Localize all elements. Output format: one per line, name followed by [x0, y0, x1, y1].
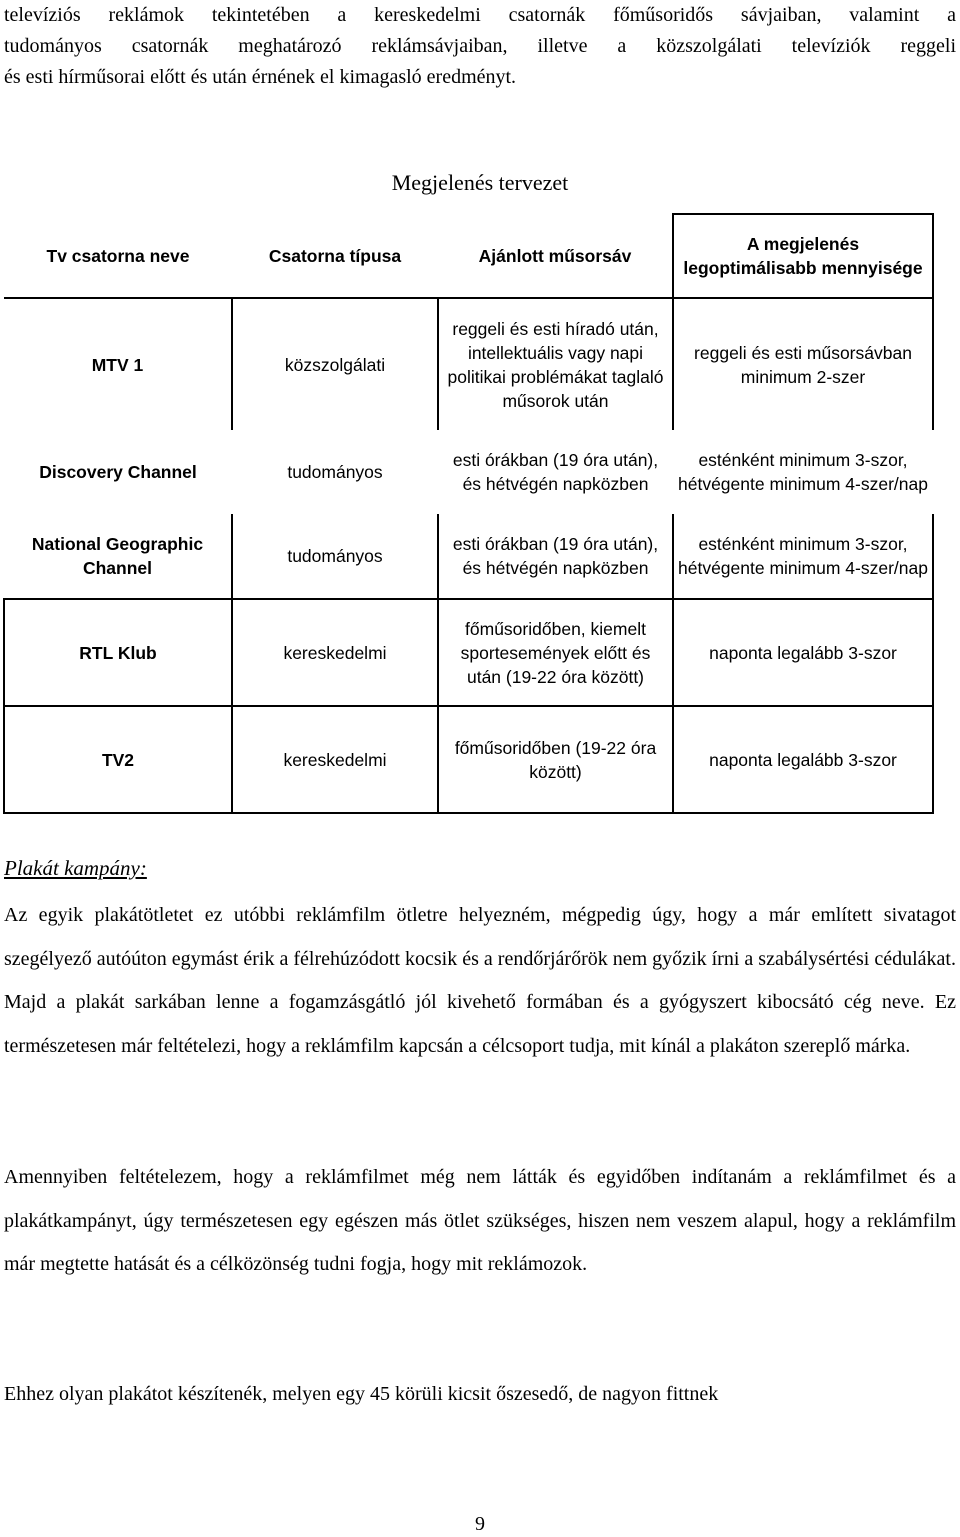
- cell-type: kereskedelmi: [232, 706, 438, 813]
- cell-slot: esti órákban (19 óra után), és hétvégén napközben: [438, 514, 673, 599]
- header-slot: Ajánlott műsorsáv: [478, 245, 632, 266]
- cell-channel: Discovery Channel: [39, 462, 197, 482]
- paragraph-text: Az egyik plakátötletet ez utóbbi reklámfilm ötletre helyezném, mégpedig úgy, hogy a már említett sivatagot szegélyező autóúton egymást érik a félrehúzódott kocsik és a rendőrjárőrök nem győzik írni a szabálysértési cédulákat. Majd a plakát sarkában lenne a fogamzásgátló jól kivehető formában és a gyógyszert kibocsátó cég neve. Ez természetesen már feltételezi, hogy a reklámfilm kapcsán a célcsoport tudja, mit kínál a plakáton szereplő márka.: [4, 904, 956, 1057]
- cell-type: közszolgálati: [232, 298, 438, 430]
- cell-frequency: esténként minimum 3-szor, hétvégente minimum 4-szer/nap: [673, 514, 933, 599]
- table-row: [4, 298, 933, 430]
- header-frequency: A megjelenés legoptimálisabb mennyisége: [673, 214, 933, 298]
- cell-slot: reggeli és esti híradó után, intellektuális vagy napi politikai problémákat taglaló műsorok után: [438, 298, 673, 430]
- paragraph-text: Amennyiben feltételezem, hogy a reklámfilmet még nem látták és egyidőben indítanám a reklámfilmet és a plakátkampányt, úgy természetesen egy egészen más ötlet szükséges, hiszen nem veszem alapul, hogy a reklámfilm már megtette hatását és a célközönség tudni fogja, hogy mit reklámozok.: [4, 1166, 956, 1275]
- table-header-row: [4, 214, 933, 298]
- cell-channel: National Geographic Channel: [4, 514, 232, 599]
- cell-frequency: reggeli és esti műsorsávban minimum 2-szer: [673, 298, 933, 430]
- header-channel: Tv csatorna neve: [46, 245, 190, 266]
- cell-channel: TV2: [4, 706, 232, 813]
- body-paragraph: [4, 894, 956, 1068]
- table-row: [4, 430, 933, 514]
- section-heading: Plakát kampány:: [4, 856, 147, 880]
- paragraph-text: Ehhez olyan plakátot készítenék, melyen egy 45 körüli kicsit őszesedő, de nagyon fittnek: [4, 1383, 719, 1405]
- intro-line: tudományos csatornák meghatározó reklámsávjaiban, illetve a közszolgálati televíziók reggeli: [4, 35, 956, 57]
- cell-type: tudományos: [287, 462, 383, 482]
- intro-line: és esti hírműsorai előtt és után érnének el kimagasló eredményt.: [4, 66, 517, 88]
- table-caption: Megjelenés tervezet: [391, 170, 569, 195]
- table-row: [4, 514, 933, 599]
- page-number: 9: [475, 1513, 485, 1535]
- cell-slot: esti órákban (19 óra után), és hétvégén napközben: [452, 450, 659, 494]
- placement-plan-table: [3, 213, 934, 814]
- cell-type: tudományos: [232, 514, 438, 599]
- table-row: [4, 599, 933, 706]
- body-paragraph: [4, 1373, 956, 1417]
- cell-frequency: naponta legalább 3-szor: [673, 706, 933, 813]
- table-row: [4, 706, 933, 813]
- cell-frequency: naponta legalább 3-szor: [673, 599, 933, 706]
- intro-line: televíziós reklámok tekintetében a kereskedelmi csatornák főműsoridős sávjaiban, valamint a: [4, 4, 956, 26]
- cell-frequency: esténként minimum 3-szor, hétvégente minimum 4-szer/nap: [678, 450, 928, 494]
- body-paragraph: [4, 1156, 956, 1287]
- cell-slot: főműsoridőben, kiemelt sportesemények előtt és után (19-22 óra között): [438, 599, 673, 706]
- cell-slot: főműsoridőben (19-22 óra között): [438, 706, 673, 813]
- intro-paragraph: [4, 0, 956, 93]
- cell-channel: RTL Klub: [4, 599, 232, 706]
- header-type: Csatorna típusa: [268, 245, 402, 266]
- cell-type: kereskedelmi: [232, 599, 438, 706]
- cell-channel: MTV 1: [4, 298, 232, 430]
